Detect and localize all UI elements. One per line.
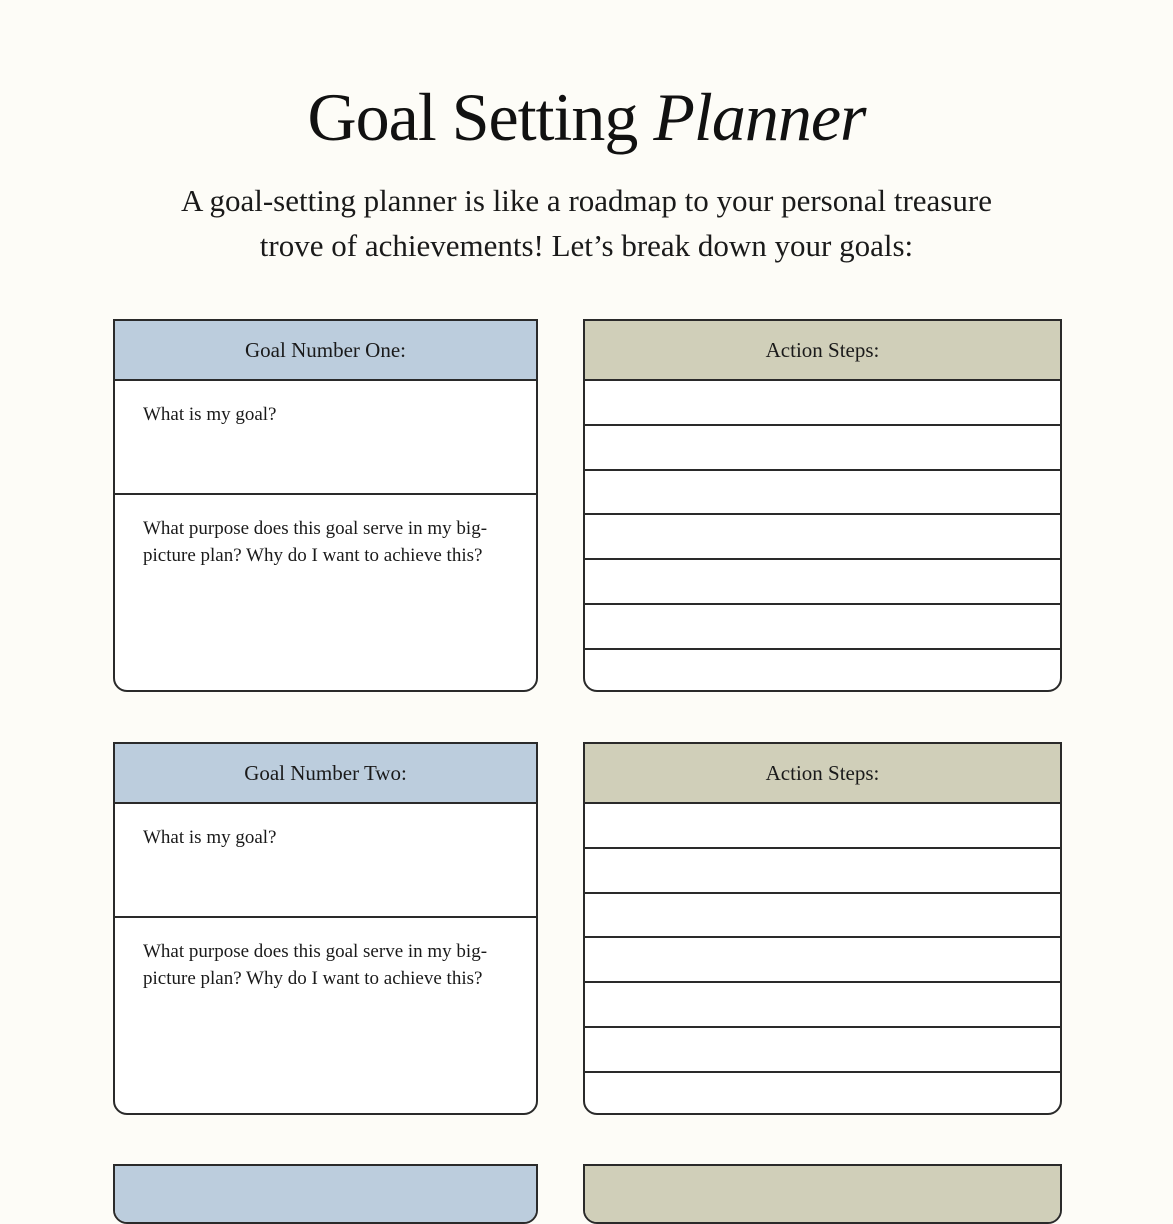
action-step-line[interactable] [585, 426, 1060, 471]
goal-question-field[interactable] [115, 381, 536, 495]
action-steps-card-one [583, 319, 1062, 692]
purpose-question-field[interactable] [115, 918, 536, 992]
action-step-line[interactable] [585, 560, 1060, 605]
action-step-line[interactable] [585, 894, 1060, 939]
action-step-line[interactable] [585, 381, 1060, 426]
action-steps-card-three-partial [583, 1164, 1062, 1224]
action-step-line[interactable] [585, 650, 1060, 692]
action-step-line[interactable] [585, 804, 1060, 849]
goal-card-one [113, 319, 538, 692]
action-step-line[interactable] [585, 983, 1060, 1028]
goal-question-label: What is my goal? [143, 404, 277, 425]
action-step-line[interactable] [585, 605, 1060, 650]
goal-question-label: What is my goal? [143, 827, 277, 848]
action-step-line[interactable] [585, 1028, 1060, 1073]
purpose-question-field[interactable] [115, 495, 536, 569]
action-steps-header: Action Steps: [585, 744, 1060, 804]
goal-header: Goal Number One: [115, 321, 536, 381]
goal-header-partial [115, 1166, 536, 1224]
action-steps-header-partial [585, 1166, 1060, 1224]
goal-card-two [113, 742, 538, 1115]
page-title [0, 78, 1173, 156]
action-step-line[interactable] [585, 849, 1060, 894]
intro-text: A goal-setting planner is like a roadmap to your personal treasure trove of achievements! Let’s break down your goals: [181, 183, 992, 263]
action-steps-card-two [583, 742, 1062, 1115]
action-step-line[interactable] [585, 938, 1060, 983]
action-step-line[interactable] [585, 515, 1060, 560]
goal-header: Goal Number Two: [115, 744, 536, 804]
title-italic: Planner [653, 79, 866, 155]
action-step-lines [585, 381, 1060, 692]
action-step-line[interactable] [585, 1073, 1060, 1115]
action-steps-header: Action Steps: [585, 321, 1060, 381]
goal-card-three-partial [113, 1164, 538, 1224]
title-regular: Goal Setting [307, 79, 638, 155]
purpose-question-label: What purpose does this goal serve in my big-picture plan? Why do I want to achieve this? [143, 518, 488, 566]
action-step-lines [585, 804, 1060, 1115]
action-step-line[interactable] [585, 471, 1060, 516]
purpose-question-label: What purpose does this goal serve in my big-picture plan? Why do I want to achieve this? [143, 941, 488, 989]
goal-question-field[interactable] [115, 804, 536, 918]
